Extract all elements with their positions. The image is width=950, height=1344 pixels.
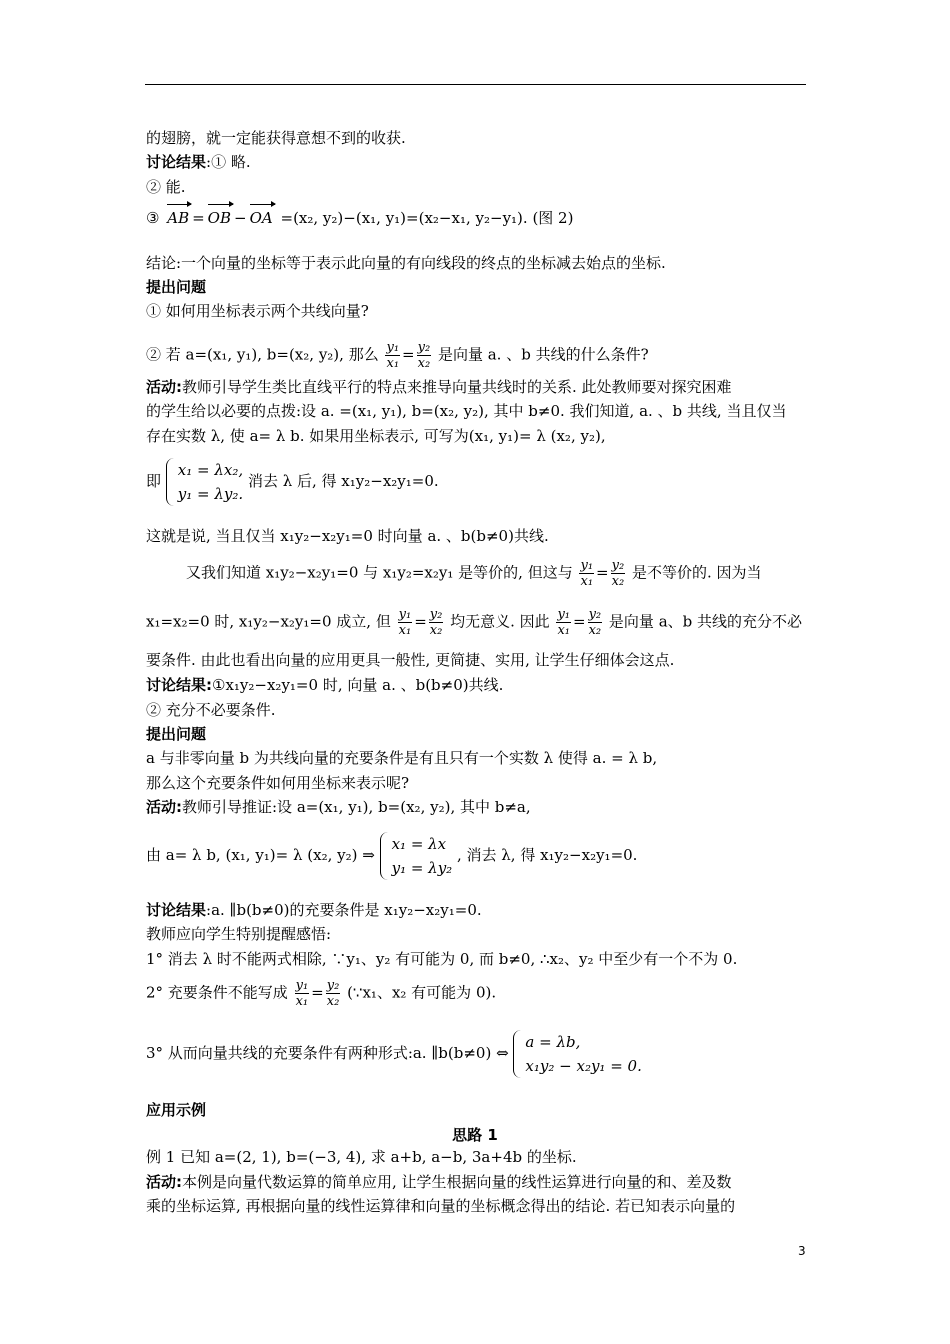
text-line: 的翅膀，就一定能获得意想不到的收获. <box>146 129 406 147</box>
equation-system: x₁ = λx y₁ = λy₂ <box>380 832 453 880</box>
subsection-heading: 思路 1 <box>452 1126 498 1144</box>
section-label: 讨论结果 <box>146 901 207 919</box>
text-span: 是不等价的. 因为当 <box>631 563 762 582</box>
equation-system: x₁ = λx₂, y₁ = λy₂. <box>166 458 243 506</box>
fraction: $\frac{\text{y₂}}{\text{x₂}}$ <box>429 607 443 638</box>
conclusion: 结论:一个向量的坐标等于表示此向量的有向线段的终点的坐标减去始点的坐标. <box>146 254 666 272</box>
formula-line <box>146 832 637 880</box>
text-line <box>146 797 531 817</box>
text-span: (∵x₁、x₂ 有可能为 0). <box>347 983 497 1002</box>
text-line: ② 能. <box>146 178 186 196</box>
formula-line <box>146 1030 642 1078</box>
text-line: 那么这个充要条件如何用坐标来表示呢? <box>146 774 410 792</box>
text-span: 是向量 a、b 共线的充分不必 <box>608 612 803 631</box>
vector-ob: OB <box>208 202 231 228</box>
text-span: 即 <box>146 472 162 490</box>
text-line: a 与非零向量 b 为共线向量的充要条件是有且只有一个实数 λ 使得 a. = λ b, <box>146 749 658 767</box>
text-span: ② 若 a=(x₁, y₁), b=(x₂, y₂), 那么 <box>146 345 379 364</box>
fraction: $\frac{\text{y₁}}{\text{x₁}}$ <box>580 558 594 589</box>
text-line: 乘的坐标运算, 再根据向量的线性运算律和向量的坐标概念得出的结论. 若已知表示向量的 <box>146 1197 736 1215</box>
section-heading: 提出问题 <box>146 725 207 743</box>
text-span: x₁=x₂=0 时, x₁y₂−x₂y₁=0 成立, 但 <box>146 612 391 631</box>
text-span: :① 略. <box>206 153 251 171</box>
text-span: :a. ∥b(b≠0)的充要条件是 x₁y₂−x₂y₁=0. <box>206 901 482 919</box>
fraction: $\frac{\text{y₁}}{\text{x₁}}$ <box>386 340 400 371</box>
formula-line <box>146 458 439 506</box>
page-number: 3 <box>798 1244 806 1258</box>
text-line: 教师应向学生特别提醒感悟: <box>146 925 332 943</box>
formula-line: 2° 充要条件不能写成 $\frac{\text{y₁}}{\text{x₁}}$ = $\frac{\text{y₂}}{\text{x₂}}$ (∵x₁、x₂ 有可能为 0). <box>146 978 497 1009</box>
text-span: =(x₂, y₂)−(x₁, y₁)=(x₂−x₁, y₂−y₁). (图 2) <box>280 209 574 227</box>
formula-line: x₁=x₂=0 时, x₁y₂−x₂y₁=0 成立, 但 $\frac{\text{y₁}}{\text{x₁}}$ = $\frac{\text{y₂}}{\text{x₂}}$ 均无意义. 因此 $\frac{\text{y₁}}{\text{x₁}}$ = $\frac{\text{y₂}}{\text{x₂}}$ 是向量 a、b 共线的充分不必 <box>146 607 803 638</box>
fraction: $\frac{\text{y₂}}{\text{x₂}}$ <box>588 607 602 638</box>
text-span: ①x₁y₂−x₂y₁=0 时, 向量 a. 、b(b≠0)共线. <box>212 676 504 694</box>
text-span: 由 a= λ b, (x₁, y₁)= λ (x₂, y₂) ⇒ <box>146 846 375 864</box>
fraction: $\frac{\text{y₂}}{\text{x₂}}$ <box>326 978 340 1009</box>
fraction: $\frac{\text{y₂}}{\text{x₂}}$ <box>611 558 625 589</box>
section-label: 活动: <box>146 798 182 816</box>
text-span: 教师引导学生类比直线平行的特点来推导向量共线时的关系. 此处教师要对探究困难 <box>182 378 732 396</box>
formula-line: 又我们知道 x₁y₂−x₂y₁=0 与 x₁y₂=x₂y₁ 是等价的, 但这与 $\frac{\text{y₁}}{\text{x₁}}$ = $\frac{\text{y₂}}{\text{x₂}}$ 是不等价的. 因为当 <box>186 558 762 589</box>
text-line: ① 如何用坐标表示两个共线向量? <box>146 302 369 320</box>
text-span: 是向量 a. 、b 共线的什么条件? <box>437 345 649 364</box>
text-line <box>146 1172 732 1192</box>
fraction: $\frac{\text{y₂}}{\text{x₂}}$ <box>417 340 431 371</box>
text-line: 的学生给以必要的点拨:设 a. =(x₁, y₁), b=(x₂, y₂), 其中 b≠0. 我们知道, a. 、b 共线, 当且仅当 <box>146 402 787 420</box>
example-line: 例 1 已知 a=(2, 1), b=(−3, 4), 求 a+b, a−b, 3a+4b 的坐标. <box>146 1148 577 1166</box>
text-line: 这就是说, 当且仅当 x₁y₂−x₂y₁=0 时向量 a. 、b(b≠0)共线. <box>146 527 549 545</box>
fraction: $\frac{\text{y₁}}{\text{x₁}}$ <box>295 978 309 1009</box>
text-span: 均无意义. 因此 <box>450 612 550 631</box>
text-span: 消去 λ 后, 得 x₁y₂−x₂y₁=0. <box>247 472 439 490</box>
text-span: 本例是向量代数运算的简单应用, 让学生根据向量的线性运算进行向量的和、差及数 <box>182 1173 732 1191</box>
section-label: 活动: <box>146 1173 182 1191</box>
text-line: 要条件. 由此也看出向量的应用更具一般性, 更简捷、实用, 让学生仔细体会这点. <box>146 651 675 669</box>
vector-ab: AB <box>167 202 189 228</box>
text-line <box>146 152 251 172</box>
fraction: $\frac{\text{y₁}}{\text{x₁}}$ <box>398 607 412 638</box>
text-span: 又我们知道 x₁y₂−x₂y₁=0 与 x₁y₂=x₂y₁ 是等价的, 但这与 <box>186 563 573 582</box>
section-label: 活动: <box>146 378 182 396</box>
formula-line: ③ AB = OB − OA =(x₂, y₂)−(x₁, y₁)=(x₂−x₁, y₂−y₁). (图 2) <box>146 202 573 228</box>
section-label: 讨论结果: <box>146 676 212 694</box>
text-line: 1° 消去 λ 时不能两式相除, ∵y₁、y₂ 有可能为 0, 而 b≠0, ∴x₂、y₂ 中至少有一个不为 0. <box>146 950 738 968</box>
text-line <box>146 675 503 695</box>
formula-line: ② 若 a=(x₁, y₁), b=(x₂, y₂), 那么 $\frac{\text{y₁}}{\text{x₁}}$ = $\frac{\text{y₂}}{\text{x₂}}$ 是向量 a. 、b 共线的什么条件? <box>146 340 649 371</box>
header-rule <box>145 84 806 85</box>
text-span: 教师引导推证:设 a=(x₁, y₁), b=(x₂, y₂), 其中 b≠a, <box>182 798 531 816</box>
section-heading: 提出问题 <box>146 278 207 296</box>
text-span: , 消去 λ, 得 x₁y₂−x₂y₁=0. <box>456 846 638 864</box>
text-line: ② 充分不必要条件. <box>146 701 276 719</box>
vector-oa: OA <box>250 202 273 228</box>
text-line <box>146 377 732 397</box>
section-heading: 应用示例 <box>146 1101 207 1119</box>
text-span: 3° 从而向量共线的充要条件有两种形式:a. ∥b(b≠0) ⇔ <box>146 1044 509 1062</box>
text-line <box>146 900 482 920</box>
text-line: 存在实数 λ, 使 a= λ b. 如果用坐标表示, 可写为(x₁, y₁)= λ (x₂, y₂), <box>146 427 606 445</box>
equation-system: a = λb, x₁y₂ − x₂y₁ = 0. <box>513 1030 641 1078</box>
fraction: $\frac{\text{y₁}}{\text{x₁}}$ <box>557 607 570 638</box>
text-span: 2° 充要条件不能写成 <box>146 983 288 1002</box>
text-span: ③ <box>146 209 160 227</box>
section-label: 讨论结果 <box>146 153 207 171</box>
